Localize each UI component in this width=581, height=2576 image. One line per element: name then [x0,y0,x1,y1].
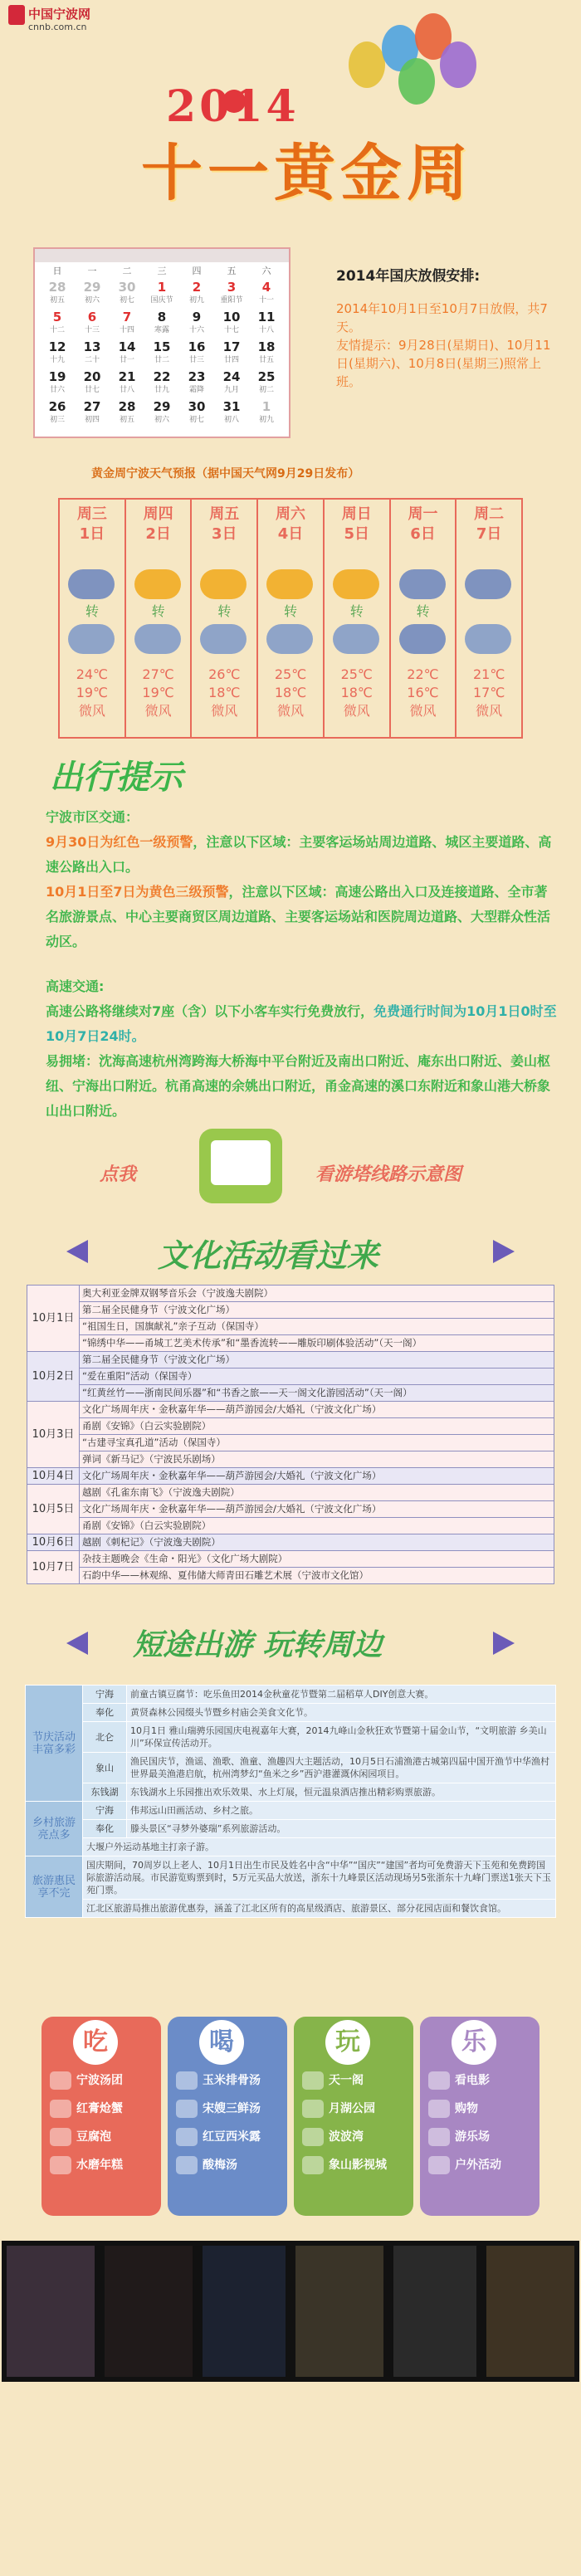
weather-icon [68,624,115,654]
culture-row [27,1418,554,1435]
culture-row [27,1534,554,1551]
highway-title: 高速交通: [46,978,105,994]
weather-day [60,500,126,737]
weather-day [126,500,193,737]
holiday-heading: 2014年国庆放假安排: [336,268,481,285]
culture-date: 10月2日 [27,1352,80,1402]
culture-item: 弹词《新马记》（宁波民乐剧场） [80,1451,554,1468]
weekday-label: 五 [227,266,237,276]
food-photo-icon [302,2128,324,2146]
date: 4日 [277,525,304,543]
culture-item: 第二届全民健身节（宁波文化广场） [80,1302,554,1319]
culture-row [27,1568,554,1584]
food-photo-icon [428,2071,450,2090]
trip-category: 旅游惠民享不完 [26,1856,83,1918]
weekday-label: 日 [52,266,62,276]
trip-category: 节庆活动丰富多彩 [26,1686,83,1802]
culture-row [27,1501,554,1518]
turn-label: 转 [349,603,364,619]
food-photo-icon [50,2071,71,2090]
weather-icon [200,624,247,654]
card-title: 吃 [73,2020,118,2065]
trip-text: 前童古镇豆腐节：吃乐鱼田2014金秋童花节暨第二届稻草人DIY创意大赛。 [127,1686,556,1704]
weather-icon [399,624,446,654]
weekday-label: 四 [192,266,202,276]
calendar-day: 12 十九 [48,339,66,364]
calendar-day: 16 廿三 [188,339,206,364]
activity-card [168,2017,287,2216]
turn-label: 转 [151,603,165,619]
temperature: 27℃ 19℃ 微风 [142,666,174,719]
culture-item: 文化广场周年庆・金秋嘉年华——葫芦游园会/大婚礼（宁波文化广场） [80,1501,554,1518]
movie-poster[interactable] [290,2241,388,2382]
temperature: 24℃ 19℃ 微风 [76,666,109,719]
food-photo-icon [176,2071,198,2090]
turn-label: 转 [85,603,99,619]
weather-day [192,500,258,737]
weather-day [456,500,521,737]
culture-row [27,1335,554,1352]
culture-date: 10月3日 [27,1402,80,1468]
card-item: 红豆西米露 [176,2123,287,2151]
trip-text: 江北区旅游局推出旅游优惠券，涵盖了江北区所有的高星级酒店、旅游景区、部分花园店面和餐饮食馆。 [83,1900,556,1918]
short-trip-row [26,1838,556,1856]
arrow-left-icon [66,1240,88,1263]
card-item: 象山影视城 [302,2151,413,2179]
holiday-notice [336,264,560,391]
weather-icon [399,569,446,599]
culture-row [27,1435,554,1451]
short-trip-row [26,1704,556,1722]
culture-row [27,1518,554,1534]
date: 7日 [476,525,502,543]
trip-text: 大堰户外运动基地主打亲子游。 [83,1838,556,1856]
trip-place: 宁海 [83,1802,127,1820]
short-trip-row [26,1722,556,1753]
culture-row [27,1551,554,1568]
calendar-day: 14 廿一 [118,339,136,364]
city-traffic-p2: 10月1日至7日为黄色三级预警，注意以下区域：高速公路出入口及连接道路、全市著名旅游景点、中心主要商贸区周边道路、主要客运场站和医院周边道路、大型群众性活动区。 [46,884,551,949]
calendar-day: 29 初六 [83,280,101,305]
activity-card [420,2017,540,2216]
calendar-day: 28 初五 [118,399,136,424]
short-trip-banner [66,1618,515,1668]
calendar-day: 7 十四 [119,310,134,334]
trip-category: 乡村旅游亮点多 [26,1802,83,1856]
site-logo[interactable] [8,3,149,37]
calendar-day: 11 十八 [257,310,276,334]
culture-item: 石韵中华——林观绵、夏伟储大师青田石雕艺术展（宁波市文化馆） [80,1568,554,1584]
calendar-day: 29 初六 [153,399,171,424]
weekday: 周日 [341,505,372,523]
movie-posters-strip [0,2241,581,2576]
weather-title: 黄金周宁波天气预报（据中国天气网9月29日发布） [91,467,360,481]
short-trip-row [26,1856,556,1900]
weather-icon [134,624,181,654]
calendar-day: 30 初七 [118,280,136,305]
movie-poster[interactable] [100,2241,198,2382]
food-photo-icon [50,2128,71,2146]
date: 1日 [79,525,105,543]
culture-row [27,1286,554,1302]
short-trip-table [25,1685,556,1918]
food-photo-icon [176,2128,198,2146]
culture-heading: 文化活动看过来 [158,1237,379,1274]
culture-item: “红黄丝竹——浙南民间乐器”和“书香之旅——天一阁文化游园活动”（天一阁） [80,1385,554,1402]
calendar-day: 20 廿七 [83,369,101,394]
card-title: 乐 [452,2020,496,2065]
trip-place: 奉化 [83,1820,127,1838]
calendar-day: 1 国庆节 [150,280,173,305]
calendar-day: 21 廿八 [118,369,136,394]
card-item: 户外活动 [428,2151,540,2179]
calendar-day: 4 十一 [258,280,274,305]
food-photo-icon [176,2156,198,2174]
short-trip-row [26,1900,556,1918]
calendar-day: 25 初二 [257,369,276,394]
temperature: 25℃ 18℃ 微风 [274,666,307,719]
short-trip-row [26,1753,556,1783]
site-name: 中国宁波网 [28,7,91,22]
calendar-week [35,339,289,368]
culture-item: “古建寻宝真孔道”活动（保国寺） [80,1435,554,1451]
weather-day [391,500,457,737]
calendar-day: 10 十七 [222,310,241,334]
date: 3日 [212,525,237,543]
culture-table [27,1285,554,1584]
culture-item: 杂技主题晚会《生命・阳光》（文化广场大剧院） [80,1551,554,1568]
food-photo-icon [302,2071,324,2090]
route-map-text: 看游塔线路示意图 [315,1164,462,1185]
weekday-label: 三 [157,266,167,276]
weather-icon [200,569,247,599]
movie-poster[interactable] [2,2241,100,2382]
culture-item: 第二届全民健身节（宁波文化广场） [80,1352,554,1368]
trip-place: 宁海 [83,1686,127,1704]
culture-item: 奥大利亚金牌双钢琴音乐会（宁波逸夫剧院） [80,1286,554,1302]
culture-row [27,1368,554,1385]
culture-item: “爱在重阳”活动（保国寺） [80,1368,554,1385]
short-trip-row [26,1820,556,1838]
food-photo-icon [302,2100,324,2118]
calendar-day: 28 初五 [48,280,66,305]
food-photo-icon [302,2156,324,2174]
holiday-line-2: 友情提示：9月28日(星期日)、10月11日(星期六)、10月8日(星期三)照常上班。 [336,338,551,389]
culture-item: 文化广场周年庆・金秋嘉年华——葫芦游园会/大婚礼（宁波文化广场） [80,1402,554,1418]
activity-card [294,2017,413,2216]
calendar-day: 17 廿四 [222,339,241,364]
arrow-left-icon [66,1632,88,1655]
weather-icon [465,569,511,599]
calendar-day: 30 初七 [188,399,206,424]
calendar-day: 1 初九 [258,399,274,424]
turn-label: 转 [416,603,430,619]
calendar-day: 27 初四 [83,399,101,424]
calendar-weekdays [35,262,289,279]
weekday-label: 六 [261,266,271,276]
calendar-day: 23 霜降 [188,369,206,394]
calendar-day: 3 重阳节 [220,280,243,305]
calendar-day: 15 廿二 [153,339,171,364]
card-item: 波波湾 [302,2123,413,2151]
culture-date: 10月1日 [27,1286,80,1352]
food-fun-cards [42,2017,540,2216]
calendar-week [35,279,289,309]
trip-text: 渔民国庆节，渔谣、渔歌、渔童、渔趣四大主题活动，10月5日石浦渔港古城第四届中国开渔节中华渔村世界最美渔港启航，杭州湾梦幻“鱼米之乡”西沪港灌溉休闲园项目。 [127,1753,556,1783]
culture-date: 10月7日 [27,1551,80,1584]
travel-tips [46,805,560,1124]
short-trip-row [26,1783,556,1802]
holiday-line-1: 2014年10月1日至10月7日放假，共7天。 [336,301,548,334]
culture-row [27,1352,554,1368]
weather-icon [68,569,115,599]
short-table-wrap [25,1685,556,1918]
weekday-label: 二 [122,266,132,276]
calendar-day: 31 初八 [222,399,241,424]
trip-text: 10月1日 雅山瑞骋乐园国庆电视嘉年大赛，2014九峰山金秋狂欢节暨第十届金山节，“文明旅游 乡美山川”环保宣传活动开。 [127,1722,556,1753]
weekday: 周三 [76,505,107,523]
temperature: 21℃ 17℃ 微风 [473,666,505,719]
weekday: 周二 [474,505,505,523]
culture-date: 10月5日 [27,1485,80,1534]
card-item: 购物 [428,2095,540,2123]
temperature: 25℃ 18℃ 微风 [340,666,373,719]
calendar-day: 19 廿六 [48,369,66,394]
card-title: 喝 [199,2020,244,2065]
calendar-day: 24 九月 [222,369,241,394]
card-item: 红膏炝蟹 [50,2095,161,2123]
card-title: 玩 [325,2020,370,2065]
trip-place: 象山 [83,1753,127,1783]
food-photo-icon [176,2100,198,2118]
weekday: 周四 [143,505,173,523]
highway-jam: 易拥堵：沈海高速杭州湾跨海大桥海中平台附近及南出口附近、庵东出口附近、姜山枢纽、宁海出口附近。杭甬高速的余姚出口附近，甬金高速的溪口东附近和象山港大桥象山出口附近。 [46,1053,551,1119]
culture-item: “祖国生日，国旗献礼”亲子互动（保国寺） [80,1319,554,1335]
travel-heading: 出行提示 [50,759,183,797]
food-photo-icon [50,2100,71,2118]
title-year: 2014 [166,81,300,132]
food-photo-icon [428,2156,450,2174]
culture-date: 10月4日 [27,1468,80,1485]
culture-item: “锦绣中华——甬城工艺美术传承”和“墨香流转——雕版印刷体验活动”（天一阁） [80,1335,554,1352]
calendar-day: 5 十二 [49,310,65,334]
turn-label: 转 [217,603,232,619]
turn-label: 转 [284,603,298,619]
weather-icon [333,569,379,599]
short-trip-heading: 短途出游 玩转周边 [133,1628,383,1662]
card-item: 游乐场 [428,2123,540,2151]
weather-day [325,500,391,737]
tv-icon[interactable] [199,1129,282,1203]
trip-place: 北仑 [83,1722,127,1753]
card-item: 豆腐泡 [50,2123,161,2151]
balloons-decoration [349,8,498,133]
calendar-day: 26 初三 [48,399,66,424]
route-map-link[interactable] [100,1129,531,1212]
activity-card [42,2017,161,2216]
calendar-week [35,398,289,428]
card-item: 天一阁 [302,2066,413,2095]
food-photo-icon [428,2128,450,2146]
card-item: 宋嫂三鲜汤 [176,2095,287,2123]
highway-free: 高速公路将继续对7座（含）以下小客车实行免费放行，免费通行时间为10月1日0时至10月7日24时。 [46,1003,557,1044]
calendar-day: 18 廿五 [257,339,276,364]
weekday: 周一 [408,505,438,523]
culture-row [27,1485,554,1501]
culture-item: 甬剧《安锦》（白云实验剧院） [80,1518,554,1534]
trip-text: 滕头景区“寻梦外婆瑞”系列旅游活动。 [127,1820,556,1838]
culture-item: 越剧《刺杞记》（宁波逸夫剧院） [80,1534,554,1551]
weather-icon [333,624,379,654]
trip-place: 东钱湖 [83,1783,127,1802]
card-item: 酸梅汤 [176,2151,287,2179]
weekday: 周五 [209,505,240,523]
title-main: 十一黄金周 [141,138,473,209]
card-item: 月湖公园 [302,2095,413,2123]
weather-icon [266,624,313,654]
october-calendar [33,247,290,438]
temperature: 22℃ 16℃ 微风 [407,666,439,719]
short-trip-row [26,1802,556,1820]
card-item: 看电影 [428,2066,540,2095]
culture-row [27,1451,554,1468]
calendar-day: 8 寒露 [154,310,169,334]
trip-place: 奉化 [83,1704,127,1722]
culture-item: 甬剧《安锦》（白云实验剧院） [80,1418,554,1435]
weather-forecast [58,498,523,739]
card-item: 玉米排骨汤 [176,2066,287,2095]
logo-mark [8,5,25,25]
movie-poster[interactable] [198,2241,290,2382]
calendar-day: 6 十三 [84,310,100,334]
culture-banner [66,1227,515,1276]
weather-icon [134,569,181,599]
food-photo-icon [50,2156,71,2174]
culture-row [27,1468,554,1485]
date: 5日 [344,525,369,543]
culture-row [27,1302,554,1319]
culture-item: 越剧《孔雀东南飞》（宁波逸夫剧院） [80,1485,554,1501]
calendar-day: 2 初九 [188,280,204,305]
movie-poster[interactable] [388,2241,481,2382]
culture-item: 文化广场周年庆・金秋嘉年华——葫芦游园会/大婚礼（宁波文化广场） [80,1468,554,1485]
temperature: 26℃ 18℃ 微风 [208,666,241,719]
trip-text: 国庆期间，70周岁以上老人、10月1日出生市民及姓名中含“中华”“国庆”“建国”者均可免费游天下玉苑和免费跨国际旅游活动展。市民游览购票到时，5万元买品大放送，浙东十九峰景区活动现场另5张浙东十九峰门票送1张天下玉苑门票。 [83,1856,556,1900]
culture-row [27,1385,554,1402]
trip-text: 伟邦远山田画活动、乡村之旅。 [127,1802,556,1820]
calendar-week [35,368,289,398]
weekday-label: 一 [87,266,97,276]
weather-icon [465,624,511,654]
culture-table-wrap [27,1285,554,1584]
calendar-day: 13 二十 [83,339,101,364]
culture-row [27,1402,554,1418]
date: 2日 [145,525,171,543]
click-me-text: 点我 [100,1164,137,1185]
card-item: 水磨年糕 [50,2151,161,2179]
trip-text: 东钱湖水上乐园推出欢乐效果、水上灯展，恒元温泉酒店推出精彩购票旅游。 [127,1783,556,1802]
weather-day [258,500,325,737]
arrow-right-icon [493,1632,515,1655]
date: 6日 [410,525,436,543]
calendar-week [35,309,289,339]
culture-date: 10月6日 [27,1534,80,1551]
arrow-right-icon [493,1240,515,1263]
culture-row [27,1319,554,1335]
city-traffic-p1: 9月30日为红色一级预警，注意以下区域：主要客运场站周边道路、城区主要道路、高速公路出入口。 [46,834,552,875]
site-url: cnnb.com.cn [28,22,87,32]
movie-poster[interactable] [481,2241,579,2382]
card-item: 宁波汤团 [50,2066,161,2095]
weekday: 周六 [276,505,306,523]
food-photo-icon [428,2100,450,2118]
weather-icon [266,569,313,599]
trip-text: 黄贤森林公园缀头节暨乡村庙会美食文化节。 [127,1704,556,1722]
short-trip-row [26,1686,556,1704]
calendar-day: 9 十六 [188,310,204,334]
calendar-day: 22 廿九 [153,369,171,394]
city-traffic-title: 宁波市区交通： [46,809,139,825]
